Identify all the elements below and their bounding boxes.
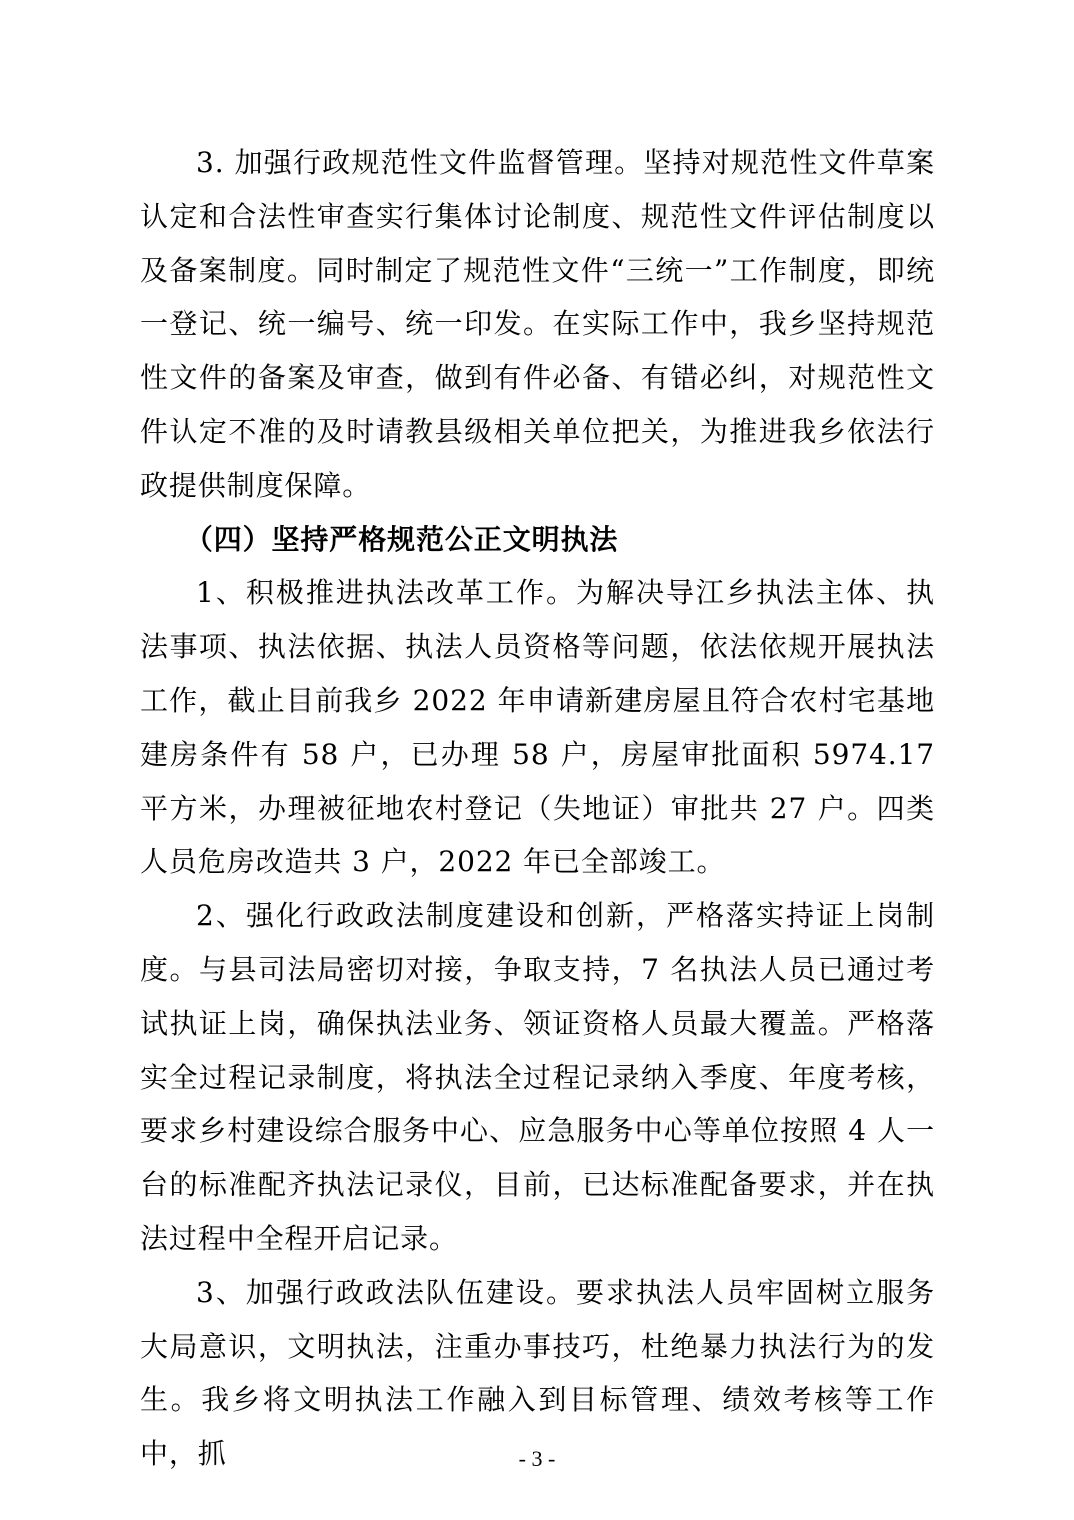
paragraph-2-certification-system: 2、强化行政政法制度建设和创新，严格落实持证上岗制度。与县司法局密切对接，争取支持，7 名执法人员已通过考试执证上岗，确保执法业务、领证资格人员最大覆盖。严格落实全过程记录制度，将执法全过程记录纳入季度、年度考核，要求乡村建设综合服务中心、应急服务中心等单位按照 4 人一台的标准配齐执法记录仪，目前，已达标准配备要求，并在执法过程中全程开启记录。 bbox=[140, 899, 935, 1255]
paragraph-3-regulatory-documents: 3. 加强行政规范性文件监督管理。坚持对规范性文件草案认定和合法性审查实行集体讨论制度、规范性文件评估制度以及备案制度。同时制定了规范性文件“三统一”工作制度，即统一登记、统一编号、统一印发。在实际工作中，我乡坚持规范性文件的备案及审查，做到有件必备、有错必纠，对规范性文件认定不准的及时请教县级相关单位把关，为推进我乡依法行政提供制度保障。 bbox=[140, 146, 935, 502]
section-heading-4: （四）坚持严格规范公正文明执法 bbox=[184, 522, 619, 556]
paragraph-3-team-building: 3、加强行政政法队伍建设。要求执法人员牢固树立服务大局意识，文明执法，注重办事技巧，杜绝暴力执法行为的发生。我乡将文明执法工作融入到目标管理、绩效考核等工作中，抓 bbox=[140, 1275, 935, 1471]
page-number: - 3 - bbox=[518, 1446, 556, 1471]
paragraph-1-enforcement-reform: 1、积极推进执法改革工作。为解决导江乡执法主体、执法事项、执法依据、执法人员资格等问题，依法依规开展执法工作，截止目前我乡 2022 年申请新建房屋且符合农村宅基地建房条件有 58 户，已办理 58 户，房屋审批面积 5974.17 平方米，办理被征地农村登记（失地证）审批共 27 户。四类人员危房改造共 3 户，2022 年已全部竣工。 bbox=[140, 576, 935, 879]
document-body bbox=[140, 136, 935, 1481]
